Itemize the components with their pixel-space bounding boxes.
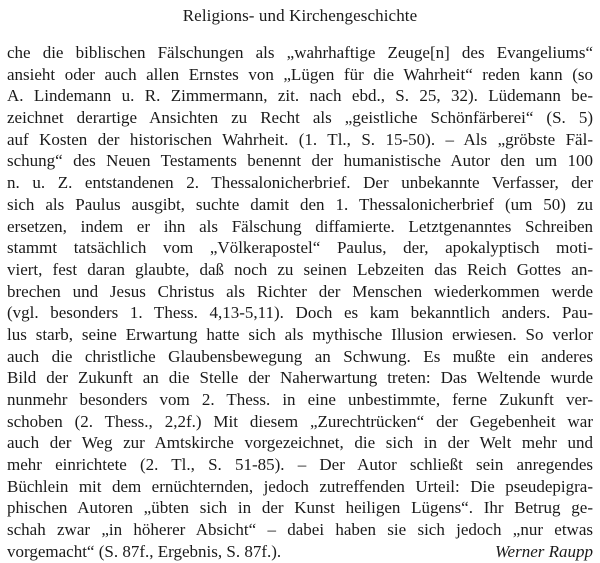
text-line: ansieht oder auch allen Ernstes von „Lügen für die Wahrheit“ reden kann (so bbox=[7, 64, 593, 84]
text-line: zeichnet derartige Ansichten zu Recht als „geistliche Schönfärberei“ (S. 5) bbox=[7, 108, 593, 128]
text-line-last bbox=[7, 541, 593, 563]
text-line: Bild der Zukunft an die Stelle der Naherwartung treten: Das Weltende wurde bbox=[7, 368, 593, 388]
text-line: A. Lindemann u. R. Zimmermann, zit. nach ebd., S. 25, 32). Lüdemann be- bbox=[7, 86, 593, 106]
text-line: auch der Weg zur Amtskirche vorgezeichnet, die sich in der Welt mehr und bbox=[7, 433, 593, 453]
running-head: Religions- und Kirchengeschichte bbox=[182, 6, 418, 25]
text-line: schung“ des Neuen Testaments benennt der humanistische Autor den um 100 bbox=[7, 151, 593, 171]
text-line: viert, fest daran glaubte, daß noch zu seinen Lebzeiten das Reich Gottes an- bbox=[7, 259, 593, 279]
text-line: (vgl. besonders 1. Thess. 4,13-5,11). Doch es kam bekanntlich anders. Pau- bbox=[7, 303, 593, 323]
text-line: stammt tatsächlich vom „Völkerapostel“ Paulus, der, apokalyptisch moti- bbox=[7, 238, 593, 258]
text-line: auch die christliche Glaubensbewegung an Schwung. Es mußte ein anderes bbox=[7, 346, 593, 366]
text-line: mehr einrichtete (2. Tl., S. 51-85). – Der Autor schließt sein anregendes bbox=[7, 455, 593, 475]
text-line: lus starb, seine Erwartung hatte sich als mythische Illusion erwiesen. So verlor bbox=[7, 324, 593, 344]
text-line: ersetzen, indem er ihn als Fälschung diffamierte. Letztgenanntes Schreiben bbox=[7, 216, 593, 236]
text-line: schah zwar „in höherer Absicht“ – dabei haben sie sich jedoch „nur etwas bbox=[7, 520, 593, 540]
text-line: nunmehr besonders vom 2. Thess. in eine unbestimmte, ferne Zukunft ver- bbox=[7, 390, 593, 409]
text-line: phischen Autoren „übten sich in der Kunst heiligen Lügens“. Ihr Betrug ge- bbox=[7, 498, 593, 518]
text-line: schoben (2. Thess., 2,2f.) Mit diesem „Zurechtrücken“ der Gegebenheit war bbox=[7, 411, 593, 431]
text-line: n. u. Z. entstandenen 2. Thessalonicherbrief. Der unbekannte Verfasser, der bbox=[7, 173, 593, 193]
text-line: Büchlein mit dem ernüchternden, jedoch zutreffenden Urteil: Die pseudepigra- bbox=[7, 476, 593, 496]
last-line-text: vorgemacht“ (S. 87f., Ergebnis, S. 87f.). bbox=[7, 541, 282, 561]
text-line: che die biblischen Fälschungen als „wahrhaftige Zeuge[n] des Evangeliums“ bbox=[7, 43, 593, 62]
review-body bbox=[7, 42, 593, 563]
text-line: auf Kosten der historischen Wahrheit. (1. Tl., S. 15-50). – Als „gröbste Fäl- bbox=[7, 129, 593, 149]
author-signature: Werner Raupp bbox=[494, 541, 593, 561]
text-line: sich als Paulus ausgibt, suchte damit den 1. Thessalonicherbrief (um 50) zu bbox=[7, 194, 593, 214]
text-line: brechen und Jesus Christus als Richter der Menschen wiederkommen werde bbox=[7, 281, 593, 301]
